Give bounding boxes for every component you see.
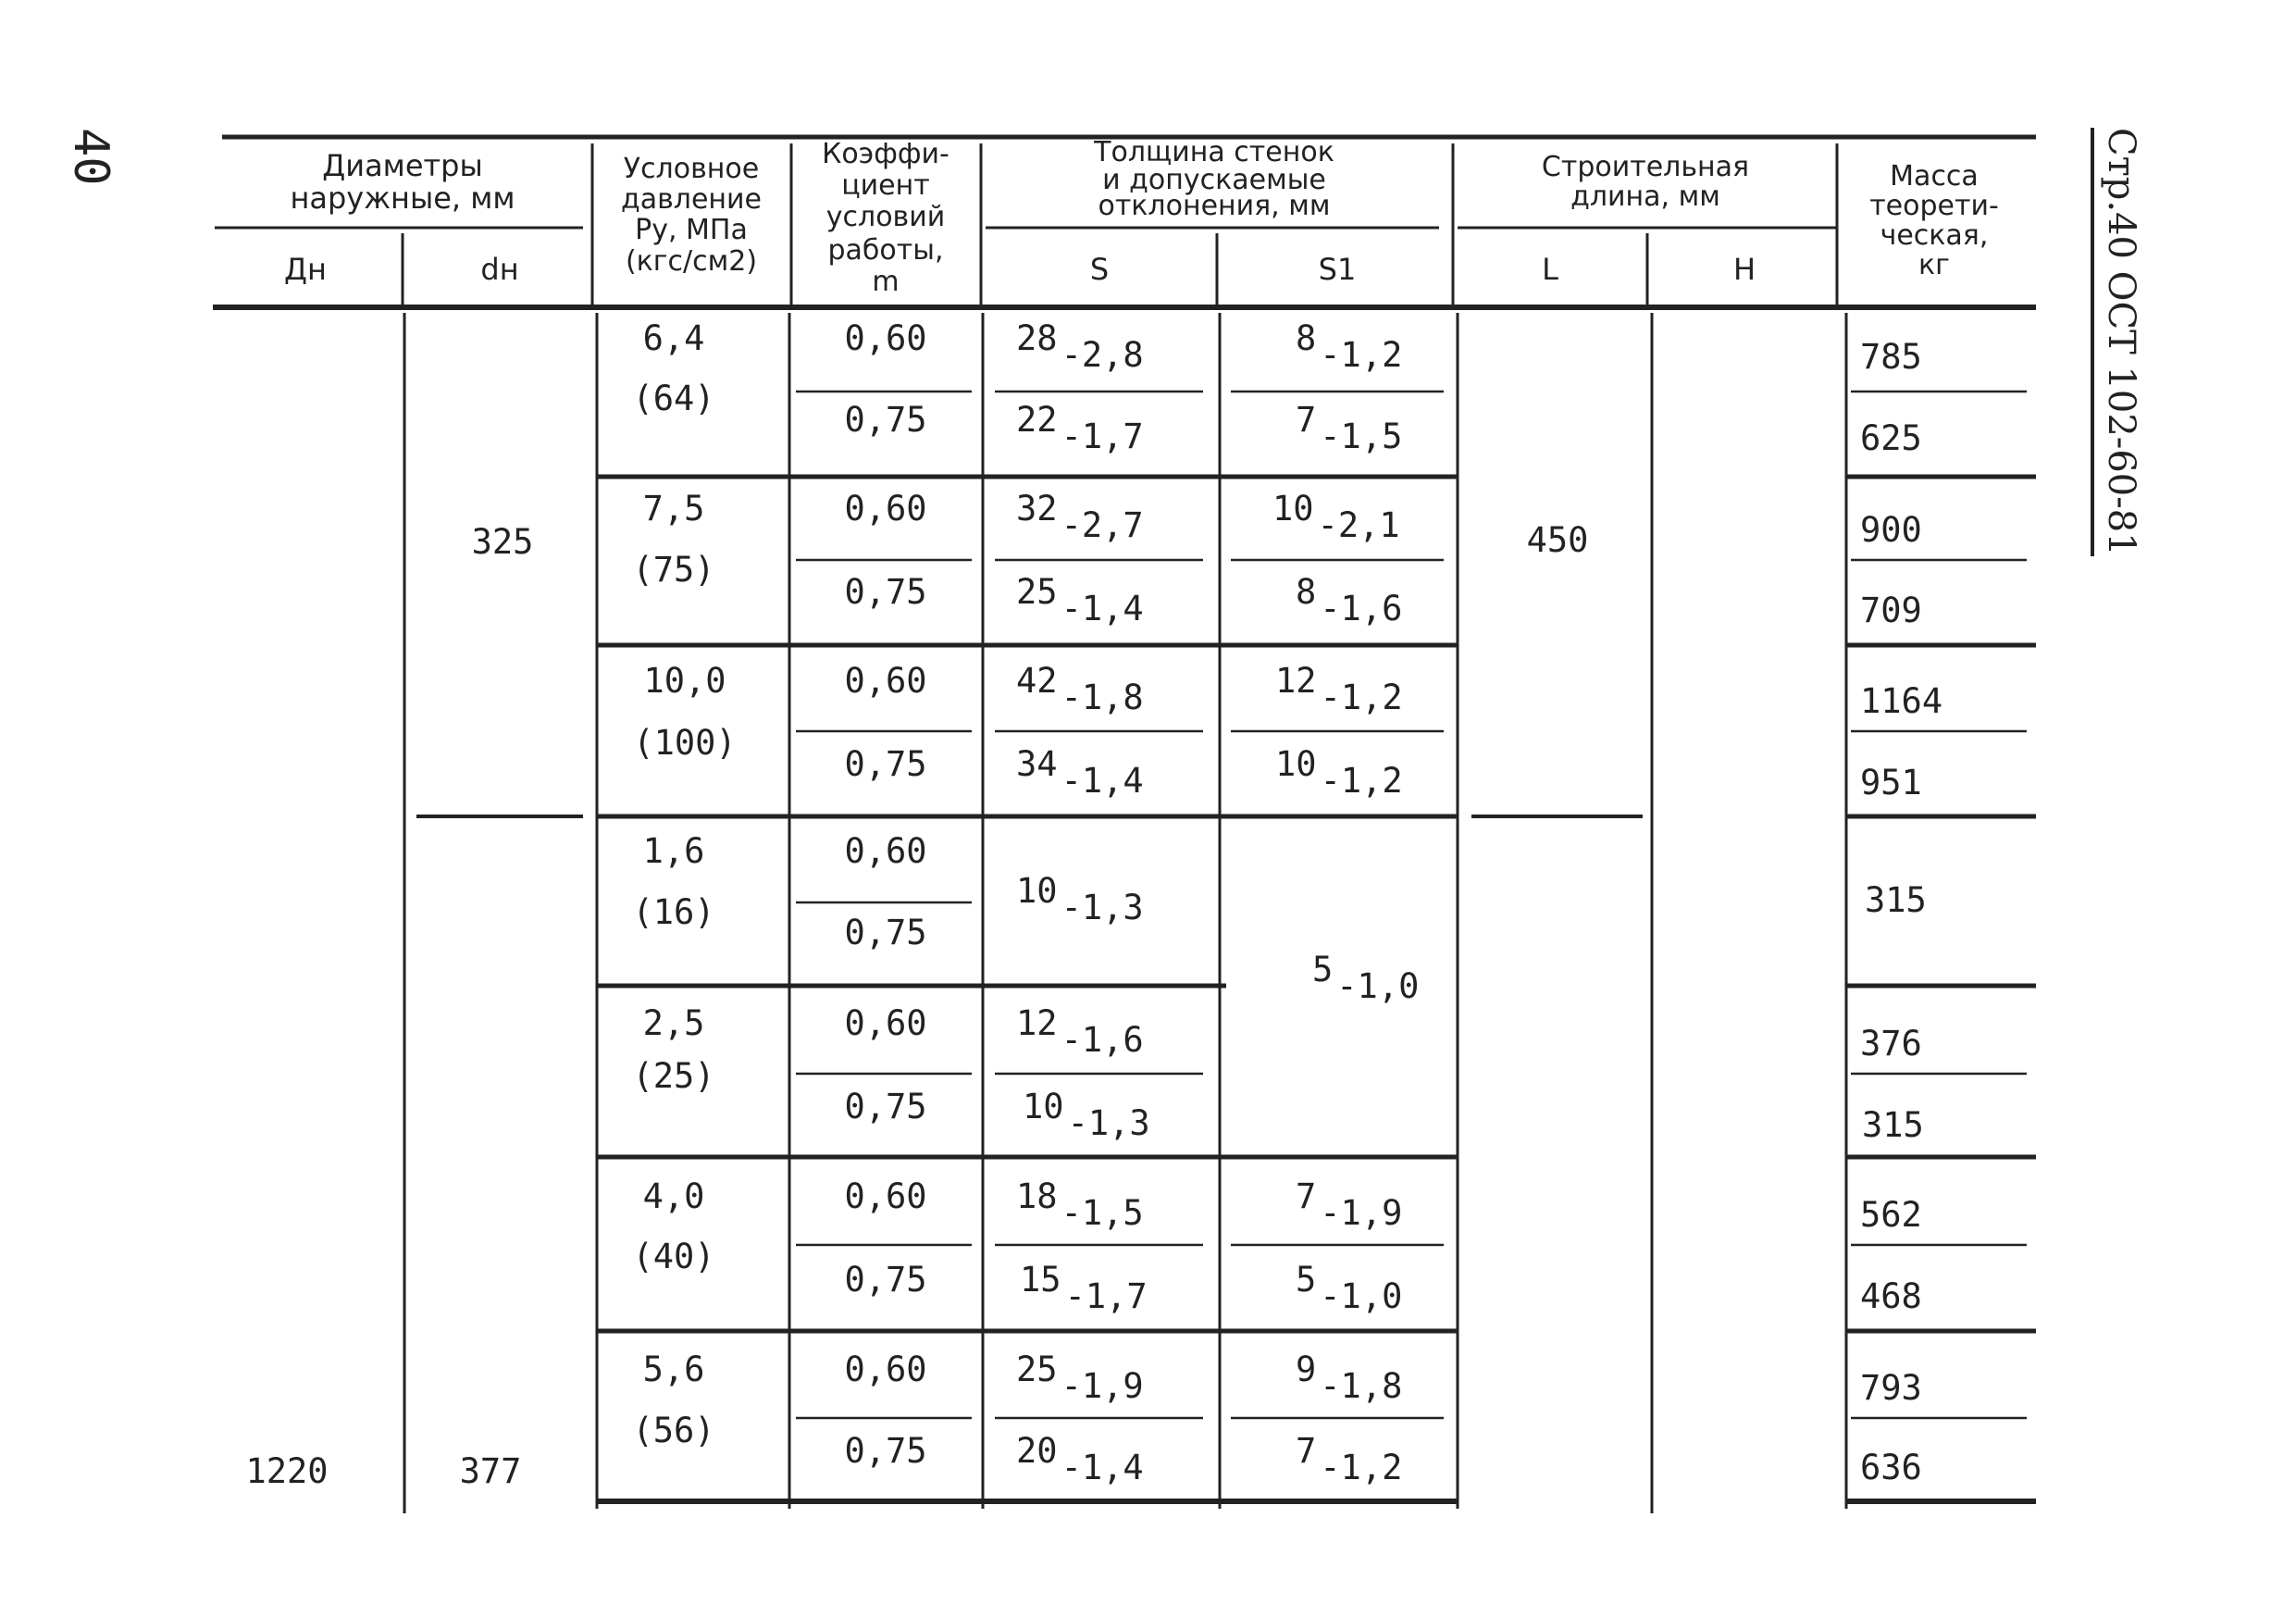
mass-value: 709 <box>1860 591 1922 630</box>
pressure-value: 5,6 <box>642 1350 705 1389</box>
header-dn-outer: Дн <box>284 252 327 287</box>
pressure-kgf: (75) <box>632 550 715 590</box>
length-value: 450 <box>1526 520 1589 560</box>
s-value: 10 -1,3 <box>1016 871 1144 927</box>
pressure-kgf: (64) <box>632 379 715 418</box>
s1-value: 7 -1,9 <box>1296 1176 1403 1233</box>
header-h: H <box>1732 252 1756 287</box>
header-coef-3: условий <box>825 201 946 233</box>
pressure-value: 4,0 <box>642 1176 705 1216</box>
header-s: S <box>1089 252 1110 287</box>
s-value: 34 -1,4 <box>1016 744 1144 801</box>
coef-value: 0,60 <box>844 1003 927 1043</box>
header-diameters-unit: наружные, мм <box>290 180 515 216</box>
coef-value: 0,75 <box>844 913 927 952</box>
header-wall-1: Толщина стенок <box>1094 136 1334 168</box>
s-value: 15 -1,7 <box>1020 1260 1148 1316</box>
header-pressure-2: давление <box>620 183 763 216</box>
s1-value: 12 -1,2 <box>1275 661 1403 717</box>
s-value: 25 -1,4 <box>1016 572 1144 628</box>
header-mass-4: кг <box>1918 249 1950 281</box>
header-coef-1: Коэффи- <box>822 138 949 170</box>
coef-value: 0,75 <box>844 1260 927 1300</box>
mass-value: 376 <box>1860 1024 1922 1063</box>
pressure-value: 1,6 <box>642 831 705 871</box>
header-s1: S1 <box>1318 252 1357 287</box>
row-splits <box>796 392 2027 1418</box>
mass-value: 636 <box>1860 1448 1922 1487</box>
s-value: 12 -1,6 <box>1016 1003 1144 1060</box>
coef-value: 0,75 <box>844 400 927 440</box>
mass-value: 625 <box>1860 418 1922 458</box>
mass-value: 785 <box>1860 337 1922 377</box>
pressure-kgf: (16) <box>632 892 715 932</box>
header-pressure-4: (кгс/см2) <box>625 245 758 278</box>
s-value: 18 -1,5 <box>1016 1176 1144 1233</box>
header-coef-5: m <box>872 266 900 298</box>
header-wall-3: отклонения, мм <box>1098 190 1331 222</box>
header-pressure-1: Условное <box>623 153 760 185</box>
mass-value: 468 <box>1860 1276 1922 1316</box>
mass-value: 315 <box>1862 1105 1924 1145</box>
page-number: 40 <box>63 128 118 186</box>
header-diameters: Диаметры <box>322 148 483 183</box>
mass-value: 562 <box>1860 1195 1922 1235</box>
header-pressure-3: Ру, МПа <box>635 214 748 246</box>
mass-value: 951 <box>1860 763 1922 802</box>
header-length-1: Строительная <box>1541 151 1750 183</box>
coef-value: 0,75 <box>844 1087 927 1126</box>
s-value: 10 -1,3 <box>1023 1087 1150 1143</box>
s1-value: 10 -1,2 <box>1275 744 1403 801</box>
coef-value: 0,60 <box>844 661 927 701</box>
header-mass-2: теорети- <box>1869 190 1999 222</box>
pressure-kgf: (100) <box>633 723 737 763</box>
coef-value: 0,60 <box>844 1176 927 1216</box>
coef-value: 0,75 <box>844 572 927 612</box>
s-value: 22 -1,7 <box>1016 400 1144 456</box>
s1-value: 10 -2,1 <box>1272 489 1400 545</box>
s1-value: 7 -1,5 <box>1296 400 1403 456</box>
mass-value: 315 <box>1865 880 1927 920</box>
pressure-kgf: (25) <box>632 1056 715 1096</box>
s1-value: 5 -1,0 <box>1296 1260 1403 1316</box>
s-value: 28 -2,8 <box>1016 318 1144 375</box>
header-wall-2: и допускаемые <box>1102 164 1326 196</box>
pressure-value: 6,4 <box>642 318 705 358</box>
s1-value: 7 -1,2 <box>1296 1431 1403 1487</box>
header-mass-1: Масса <box>1890 160 1979 193</box>
s-value: 25 -1,9 <box>1016 1350 1144 1406</box>
header-coef-4: работы, <box>827 234 944 267</box>
s1-value: 9 -1,8 <box>1296 1350 1403 1406</box>
coef-value: 0,60 <box>844 1350 927 1389</box>
coef-value: 0,60 <box>844 831 927 871</box>
coef-value: 0,75 <box>844 1431 927 1471</box>
coef-value: 0,75 <box>844 744 927 784</box>
s-value: 32 -2,7 <box>1016 489 1144 545</box>
pressure-value: 2,5 <box>642 1003 705 1043</box>
pressure-kgf: (56) <box>632 1411 715 1450</box>
document-code-label: Стр.40 ОСТ 102-60-81 <box>2091 128 2142 556</box>
header-mass-3: ческая, <box>1880 219 1989 252</box>
mass-value: 793 <box>1860 1368 1922 1408</box>
s-value: 20 -1,4 <box>1016 1431 1144 1487</box>
mass-value: 1164 <box>1860 681 1943 721</box>
mass-value: 900 <box>1860 510 1922 550</box>
pressure-kgf: (40) <box>632 1237 715 1276</box>
coef-value: 0,60 <box>844 318 927 358</box>
header-dn-branch: dн <box>480 252 519 287</box>
coef-value: 0,60 <box>844 489 927 529</box>
s1-value: 8 -1,6 <box>1296 572 1403 628</box>
dh-value-325: 325 <box>471 522 534 562</box>
header-coef-2: циент <box>841 169 930 202</box>
dn-outer-value: 1220 <box>245 1451 329 1491</box>
pressure-value: 10,0 <box>643 661 726 701</box>
s-value: 42 -1,8 <box>1016 661 1144 717</box>
header-length-2: длина, мм <box>1570 180 1720 213</box>
pressure-value: 7,5 <box>642 489 705 529</box>
s1-value: 8 -1,2 <box>1296 318 1403 375</box>
dh-value-377: 377 <box>459 1451 522 1491</box>
header-l: L <box>1542 252 1558 287</box>
s1-merged-value: 5 -1,0 <box>1312 950 1420 1006</box>
